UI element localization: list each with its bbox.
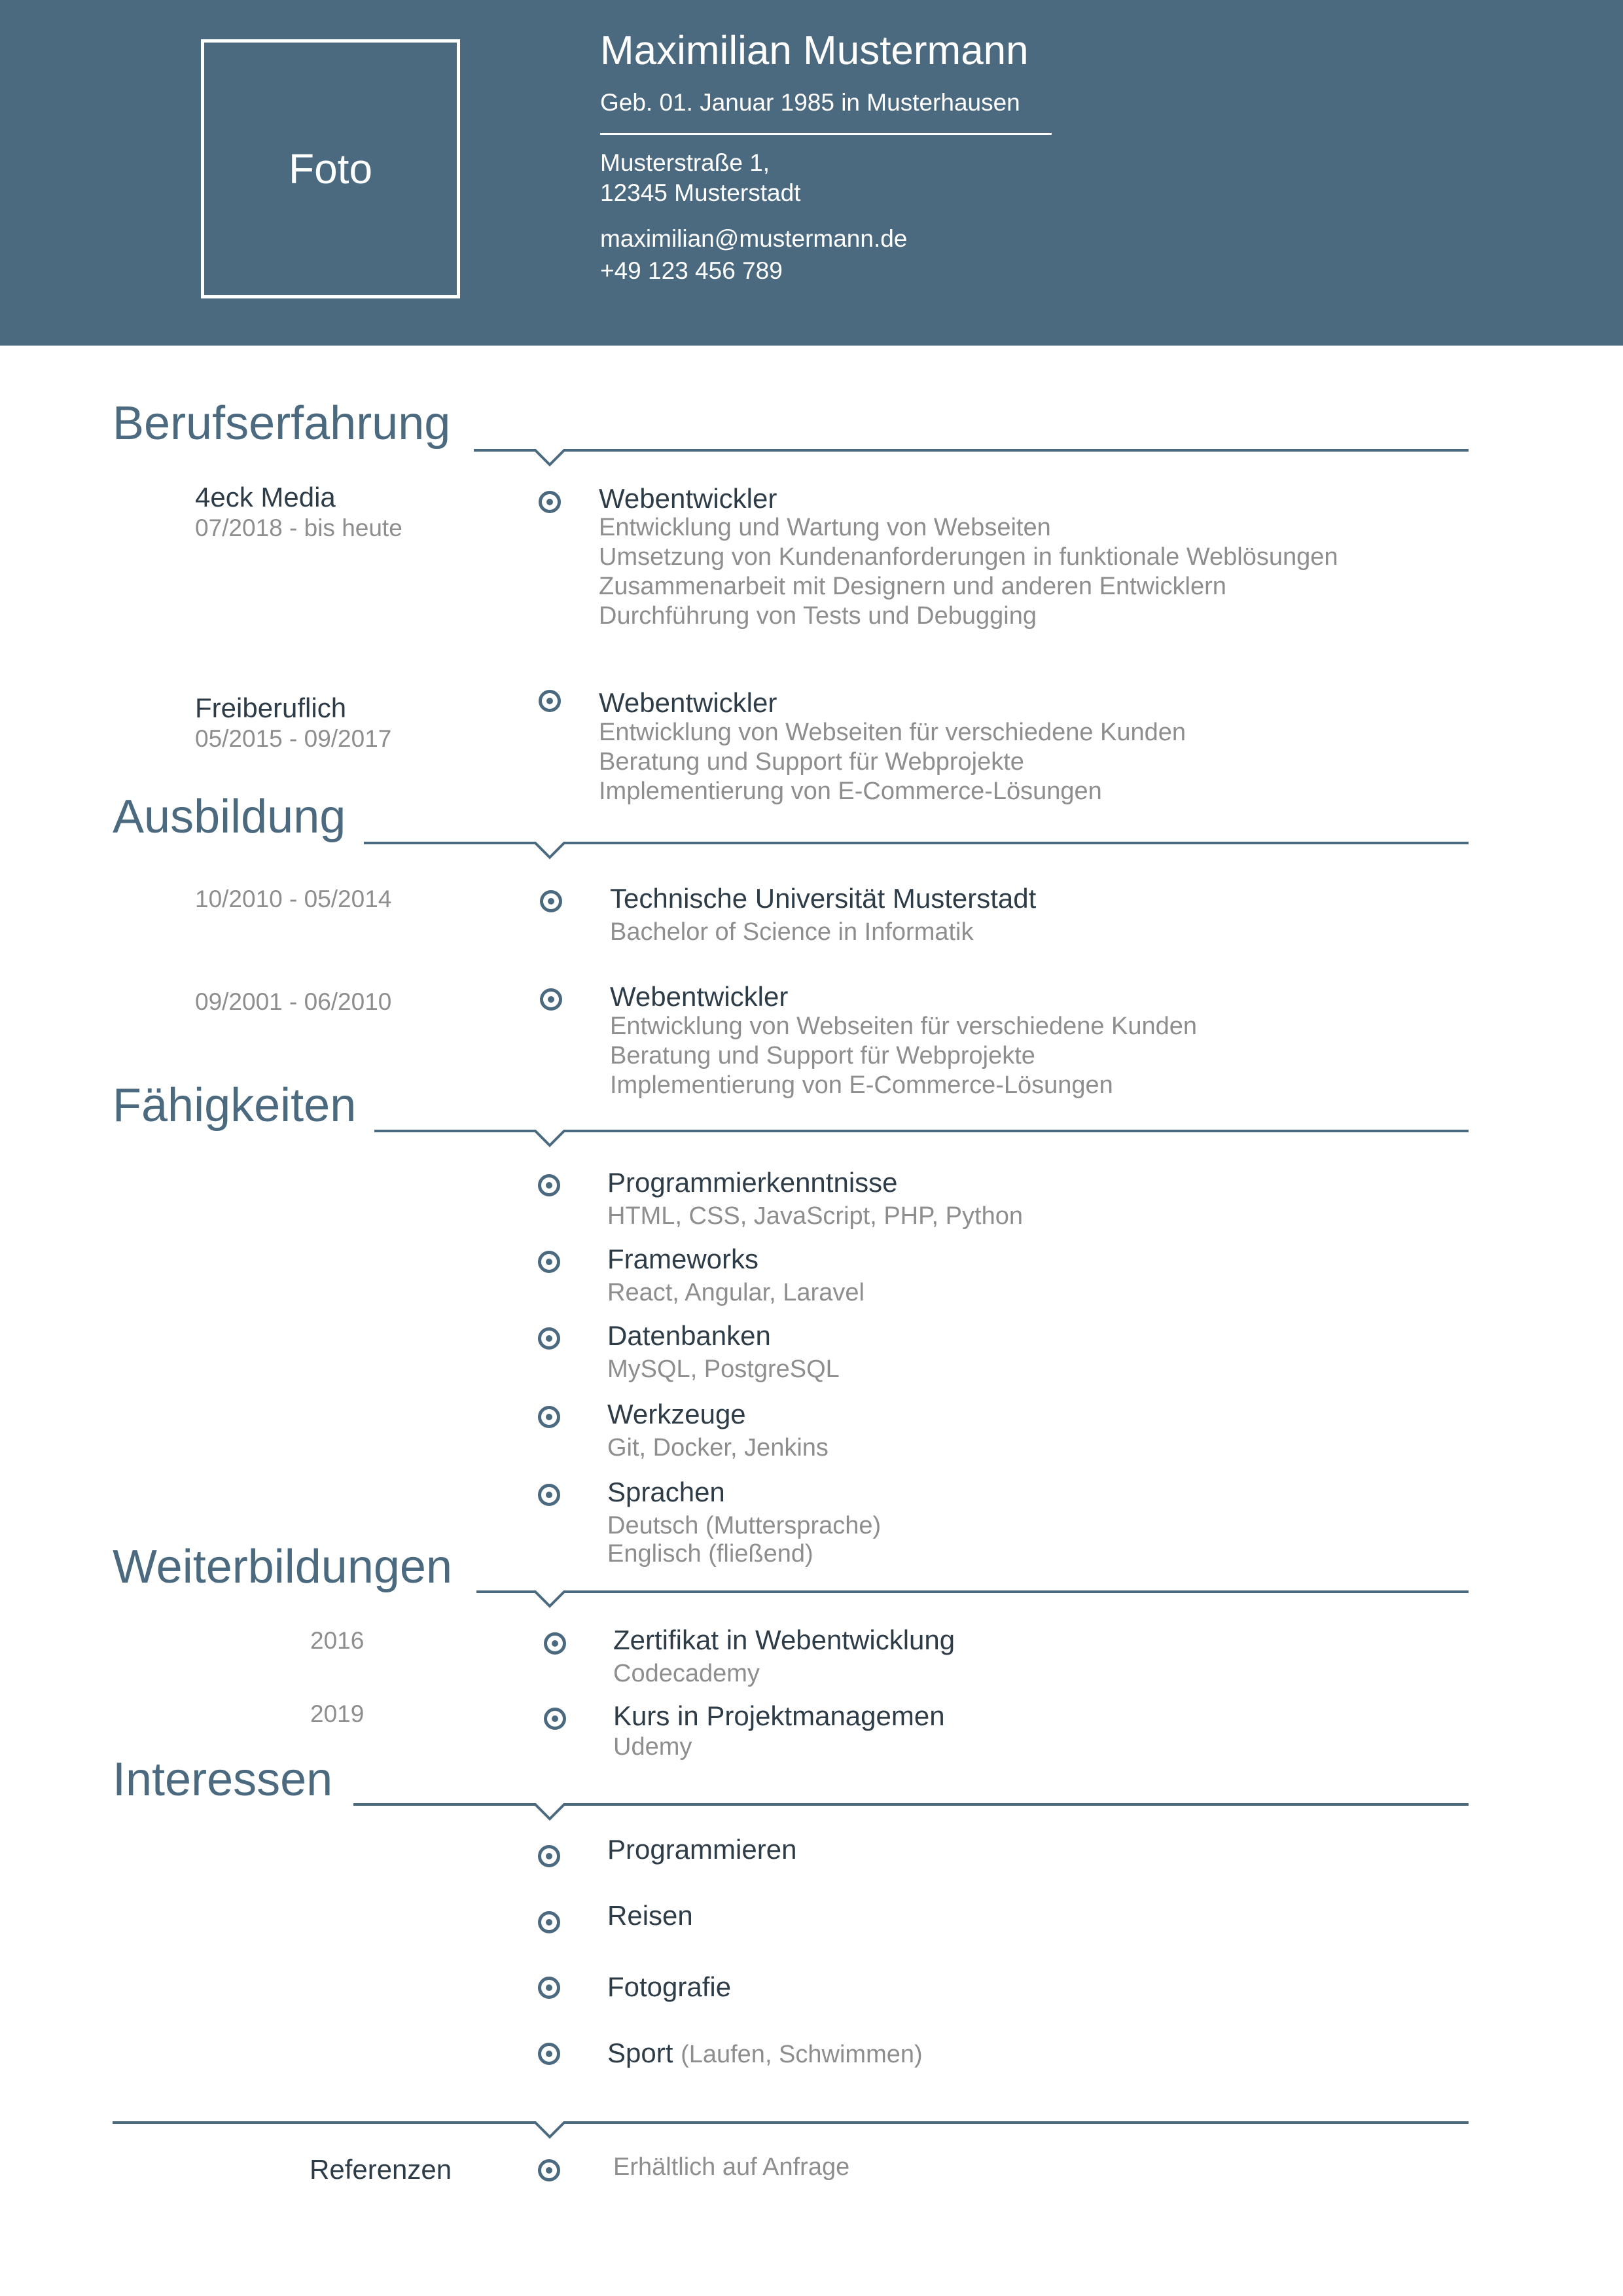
- experience-desc-line: Zusammenarbeit mit Designern und anderen Entwicklern: [599, 573, 1226, 600]
- experience-company: Freiberuflich: [195, 692, 347, 723]
- experience-desc-line: Entwicklung und Wartung von Webseiten: [599, 514, 1051, 541]
- skill-title: Programmierkenntnisse: [607, 1167, 898, 1198]
- bullet-icon: [544, 1708, 566, 1730]
- bullet-icon: [538, 1327, 560, 1350]
- phone[interactable]: +49 123 456 789: [600, 257, 783, 284]
- experience-company: 4eck Media: [195, 482, 336, 512]
- experience-desc-line: Implementierung von E-Commerce-Lösungen: [599, 778, 1102, 805]
- references-label: Referenzen: [310, 2154, 452, 2185]
- education-desc-line: Beratung und Support für Webprojekte: [610, 1042, 1035, 1069]
- photo-label: Foto: [288, 145, 373, 192]
- bullet-icon: [538, 1977, 560, 1999]
- bullet-icon: [539, 491, 561, 513]
- address-line-2: 12345 Musterstadt: [600, 179, 801, 206]
- heading-education: Ausbildung: [113, 791, 346, 843]
- rule-experience: [474, 450, 1469, 465]
- skill-desc-line: Deutsch (Muttersprache): [607, 1512, 882, 1539]
- rule-training: [476, 1592, 1469, 1606]
- skill-title: Werkzeuge: [607, 1399, 746, 1429]
- rule-interests: [353, 1804, 1469, 1819]
- education-desc-line: Bachelor of Science in Informatik: [610, 918, 974, 946]
- heading-training: Weiterbildungen: [113, 1541, 453, 1593]
- bullet-icon: [538, 2043, 560, 2065]
- bullet-icon: [538, 2159, 560, 2181]
- skill-title: Frameworks: [607, 1244, 759, 1274]
- references-value: Erhältlich auf Anfrage: [613, 2153, 850, 2181]
- bullet-icon: [538, 1251, 560, 1273]
- rule-skills: [374, 1131, 1469, 1145]
- interest-title: Fotografie: [607, 1971, 732, 2002]
- rule-education: [364, 843, 1469, 857]
- experience-title: Webentwickler: [599, 687, 777, 718]
- bullet-icon: [538, 1406, 560, 1428]
- experience-title: Webentwickler: [599, 483, 777, 514]
- interest-title: Programmieren: [607, 1834, 797, 1865]
- birth-info: Geb. 01. Januar 1985 in Musterhausen: [600, 89, 1020, 116]
- interest-sport: [607, 2037, 923, 2069]
- skill-desc-line: Englisch (fließend): [607, 1540, 813, 1568]
- rule-references: [113, 2123, 1469, 2137]
- skill-title: Sprachen: [607, 1477, 725, 1507]
- bullet-icon: [544, 1632, 566, 1655]
- skill-desc-line: MySQL, PostgreSQL: [607, 1355, 840, 1383]
- interest-title: Sport: [607, 2037, 673, 2068]
- education-title: Technische Universität Musterstadt: [610, 883, 1037, 914]
- heading-skills: Fähigkeiten: [113, 1079, 357, 1132]
- bullet-icon: [540, 988, 562, 1011]
- experience-desc-line: Entwicklung von Webseiten für verschiedene Kunden: [599, 719, 1186, 746]
- skill-desc-line: HTML, CSS, JavaScript, PHP, Python: [607, 1202, 1023, 1230]
- training-year: 2016: [310, 1627, 365, 1654]
- education-title: Webentwickler: [610, 981, 789, 1012]
- education-desc-line: Implementierung von E-Commerce-Lösungen: [610, 1071, 1113, 1099]
- skill-title: Datenbanken: [607, 1320, 771, 1351]
- bullet-icon: [540, 890, 562, 912]
- education-dates: 09/2001 - 06/2010: [195, 988, 392, 1015]
- skill-desc-line: Git, Docker, Jenkins: [607, 1434, 829, 1462]
- bullet-icon: [538, 1174, 560, 1196]
- skill-desc-line: React, Angular, Laravel: [607, 1279, 865, 1306]
- email[interactable]: maximilian@mustermann.de: [600, 225, 908, 252]
- interest-title: Reisen: [607, 1900, 693, 1931]
- experience-dates: 07/2018 - bis heute: [195, 514, 402, 541]
- heading-interests: Interessen: [113, 1753, 333, 1806]
- training-year: 2019: [310, 1700, 365, 1727]
- address-line-1: Musterstraße 1,: [600, 149, 770, 176]
- training-provider: Codecademy: [613, 1660, 760, 1687]
- training-title: Kurs in Projektmanagemen: [613, 1700, 945, 1731]
- bullet-icon: [538, 1911, 560, 1933]
- training-provider: Udemy: [613, 1733, 692, 1761]
- interest-note: (Laufen, Schwimmen): [681, 2041, 923, 2068]
- heading-experience: Berufserfahrung: [113, 397, 451, 450]
- bullet-icon: [538, 1484, 560, 1506]
- training-title: Zertifikat in Webentwicklung: [613, 1624, 955, 1655]
- bullet-icon: [539, 690, 561, 712]
- experience-desc-line: Durchführung von Tests und Debugging: [599, 602, 1037, 630]
- education-dates: 10/2010 - 05/2014: [195, 886, 392, 912]
- education-desc-line: Entwicklung von Webseiten für verschiedene Kunden: [610, 1013, 1198, 1040]
- candidate-name: Maximilian Mustermann: [600, 28, 1029, 73]
- bullet-icon: [538, 1845, 560, 1867]
- experience-desc-line: Umsetzung von Kundenanforderungen in funktionale Weblösungen: [599, 543, 1338, 571]
- experience-dates: 05/2015 - 09/2017: [195, 725, 392, 752]
- experience-desc-line: Beratung und Support für Webprojekte: [599, 748, 1024, 776]
